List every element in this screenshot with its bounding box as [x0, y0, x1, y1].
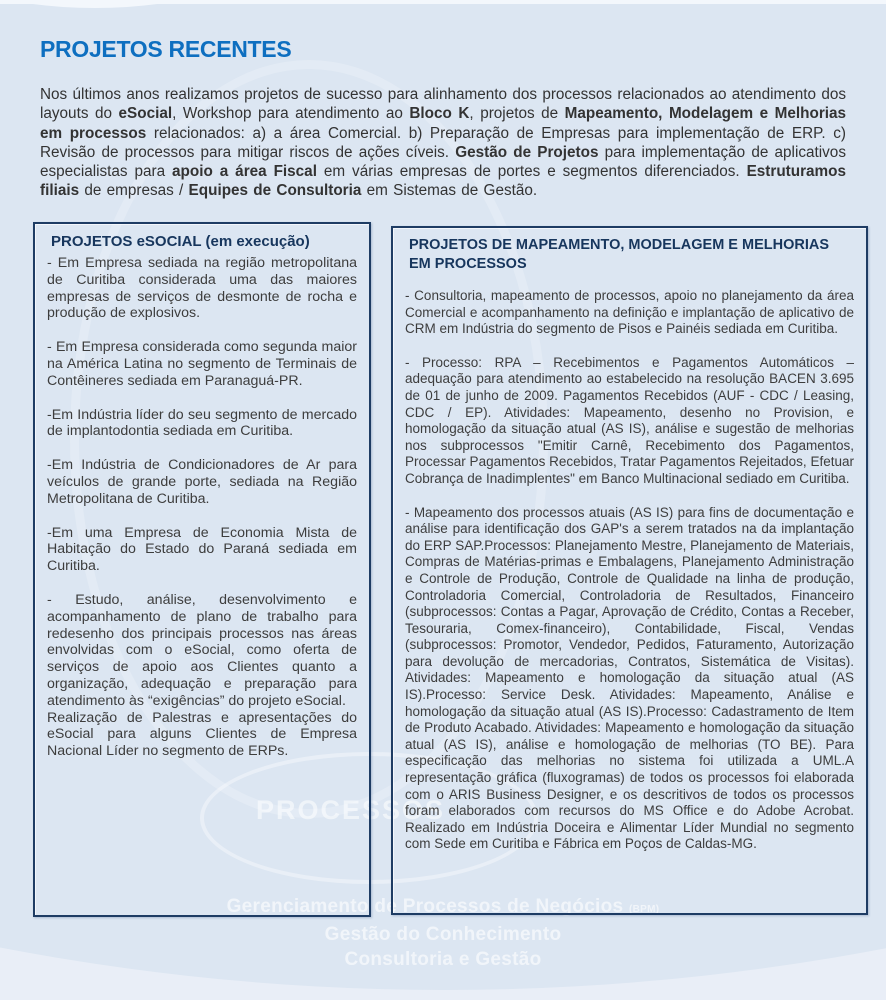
- intro-paragraph: [40, 85, 846, 201]
- intro-seg-4: , projetos de: [469, 105, 565, 123]
- intro-seg-6: relacionados: a) a área Comercial. b) Preparação de Empresas para implementação de ERP. c) Revisão de processos para mitigar riscos de ações cíveis.: [40, 124, 846, 161]
- esocial-box-title: PROJETOS eSOCIAL (em execução): [51, 233, 310, 250]
- mapping-box-title: PROJETOS DE MAPEAMENTO, MODELAGEM E MELHORIAS EM PROCESSOS: [409, 237, 830, 272]
- intro-seg-blocok: Bloco K: [409, 105, 470, 123]
- esocial-item: -Em Indústria de Condicionadores de Ar para veículos de grande porte, sediada na Região Metropolitana de Curitiba.: [47, 457, 357, 507]
- intro-seg-14: em Sistemas de Gestão.: [361, 182, 538, 200]
- esocial-item: - Em Empresa sediada na região metropolitana de Curitiba considerada uma das maiores empresas de serviços de desmonte de rocha e produção de explosivos.: [47, 255, 357, 322]
- watermark-footer-bpm: (BPM): [629, 904, 660, 915]
- mapping-item: - Mapeamento dos processos atuais (AS IS) para fins de documentação e análise para identificação dos GAP's a serem tratados na da implantação do ERP SAP.Processos: Planejamento Mestre, Planejamento de Materiais, Compras de Matérias-primas e Embalagens, Planejamento Administração e Controle de Produção, Controle de Qualidade na linha de produção, Controladoria Comercial, Controladoria de Resultados, Financeiro (subprocessos: Contas a Pagar, Aprovação de Crédito, Contas a Receber, Tesouraria, Comex-financeiro), Contabilidade, Fiscal, Vendas (subprocessos: Promotor, Vendedor, Pedidos, Faturamento, Autorização para devolução de mercadorias, Contratos, Sistemática de Visitas). Atividades: Mapeamento e homologação da situação atual (AS IS).Processo: Service Desk. Atividades: Mapeamento, Análise e homologação da situação atual (AS IS).Processo: Cadastramento de Item de Produto Acabado. Atividades: Mapeamento e homologação da situação atual (AS IS), análise e homologação de melhorias (TO BE). Para especificação das melhorias no sistema foi utilizada a UML.A representação gráfica (fluxogramas) de todos os processos foi elaborada com o ARIS Business Designer, e os descritivos de todos os processos foram elaborados com recursos do MS Office e do Adobe Acrobat. Realizado em Indústria Doceira e Alimentar Líder Mundial no segmento com Sede em Curitiba e Fábrica em Poços de Caldas-MG.: [405, 504, 854, 852]
- watermark-footer-line2: Gestão do Conhecimento: [324, 924, 562, 945]
- intro-seg-gestao-projetos: Gestão de Projetos: [455, 143, 599, 161]
- watermark-footer-line1-text: Gerenciamento de Processos de Negócios: [226, 896, 629, 917]
- page-title: PROJETOS RECENTES: [40, 36, 292, 62]
- intro-seg-12: de empresas /: [79, 182, 189, 200]
- intro-seg-esocial: eSocial: [118, 105, 173, 123]
- intro-seg-10: em várias empresas de portes e segmentos diferenciados.: [316, 163, 747, 181]
- intro-seg-2: , Workshop para atendimento ao: [172, 105, 410, 123]
- esocial-projects-box: [33, 222, 371, 917]
- intro-seg-0: Nos últimos anos realizamos projetos de sucesso para alinhamento dos processos relacionados ao atendimento dos layouts do: [40, 86, 846, 123]
- esocial-item: -Em uma Empresa de Economia Mista de Habitação do Estado do Paraná sediada em Curitiba.: [47, 524, 357, 575]
- esocial-item: Realização de Palestras e apresentações do eSocial para alguns Clientes de Empresa Nacional Líder no segmento de ERPs.: [47, 709, 357, 760]
- watermark-processos-text: PROCESSOS: [256, 795, 446, 825]
- intro-seg-area-fiscal: apoio a área Fiscal: [172, 163, 317, 181]
- mapping-item: - Consultoria, mapeamento de processos, apoio no planejamento da área Comercial e acompanhamento na definição e implantação de aplicativo de CRM em Indústria do segmento de Pisos e Painéis sediada em Curitiba.: [405, 288, 854, 337]
- esocial-item: - Estudo, análise, desenvolvimento e acompanhamento de plano de trabalho para redesenho dos principais processos nas áreas envolvidas com o eSocial, como oferta de serviços de apoio aos Clientes quanto a organização, adequação e preparação para atendimento às “exigências” do projeto eSocial.: [47, 591, 357, 709]
- intro-seg-mapeamento: Mapeamento, Modelagem e Melhorias em processos: [40, 105, 847, 142]
- esocial-item: - Em Empresa considerada como segunda maior na América Latina no segmento de Terminais de Contêineres sediada em Paranaguá-PR.: [47, 339, 357, 389]
- intro-seg-estruturamos: Estruturamos filiais: [40, 163, 847, 200]
- intro-seg-8: para implementação de aplicativos especialistas para: [40, 143, 846, 181]
- mapping-projects-box: [391, 226, 868, 915]
- esocial-item: -Em Indústria líder do seu segmento de mercado de implantodontia sediada em Curitiba.: [47, 406, 357, 440]
- watermark-footer-line3: Consultoria e Gestão: [344, 949, 542, 970]
- intro-seg-equipes: Equipes de Consultoria: [188, 182, 362, 200]
- mapping-item: - Processo: RPA – Recebimentos e Pagamentos Automáticos – adequação para atendimento ao estabelecido na resolução BACEN 3.695 de 01 de junho de 2009. Pagamentos Recebidos (AUF - CDC / Leasing, CDC / EP). Atividades: Mapeamento, desenho no Provision, e homologação da situação atual (AS IS), análise e sugestão de melhorias nos subprocessos "Emitir Carnê, Recebimento dos Pagamentos, Processar Pagamentos Recebidos, Tratar Pagamentos Rejeitados, Efetuar Cobrança de Inadimplentes" em Banco Multinacional sediado em Curitiba.: [405, 354, 854, 486]
